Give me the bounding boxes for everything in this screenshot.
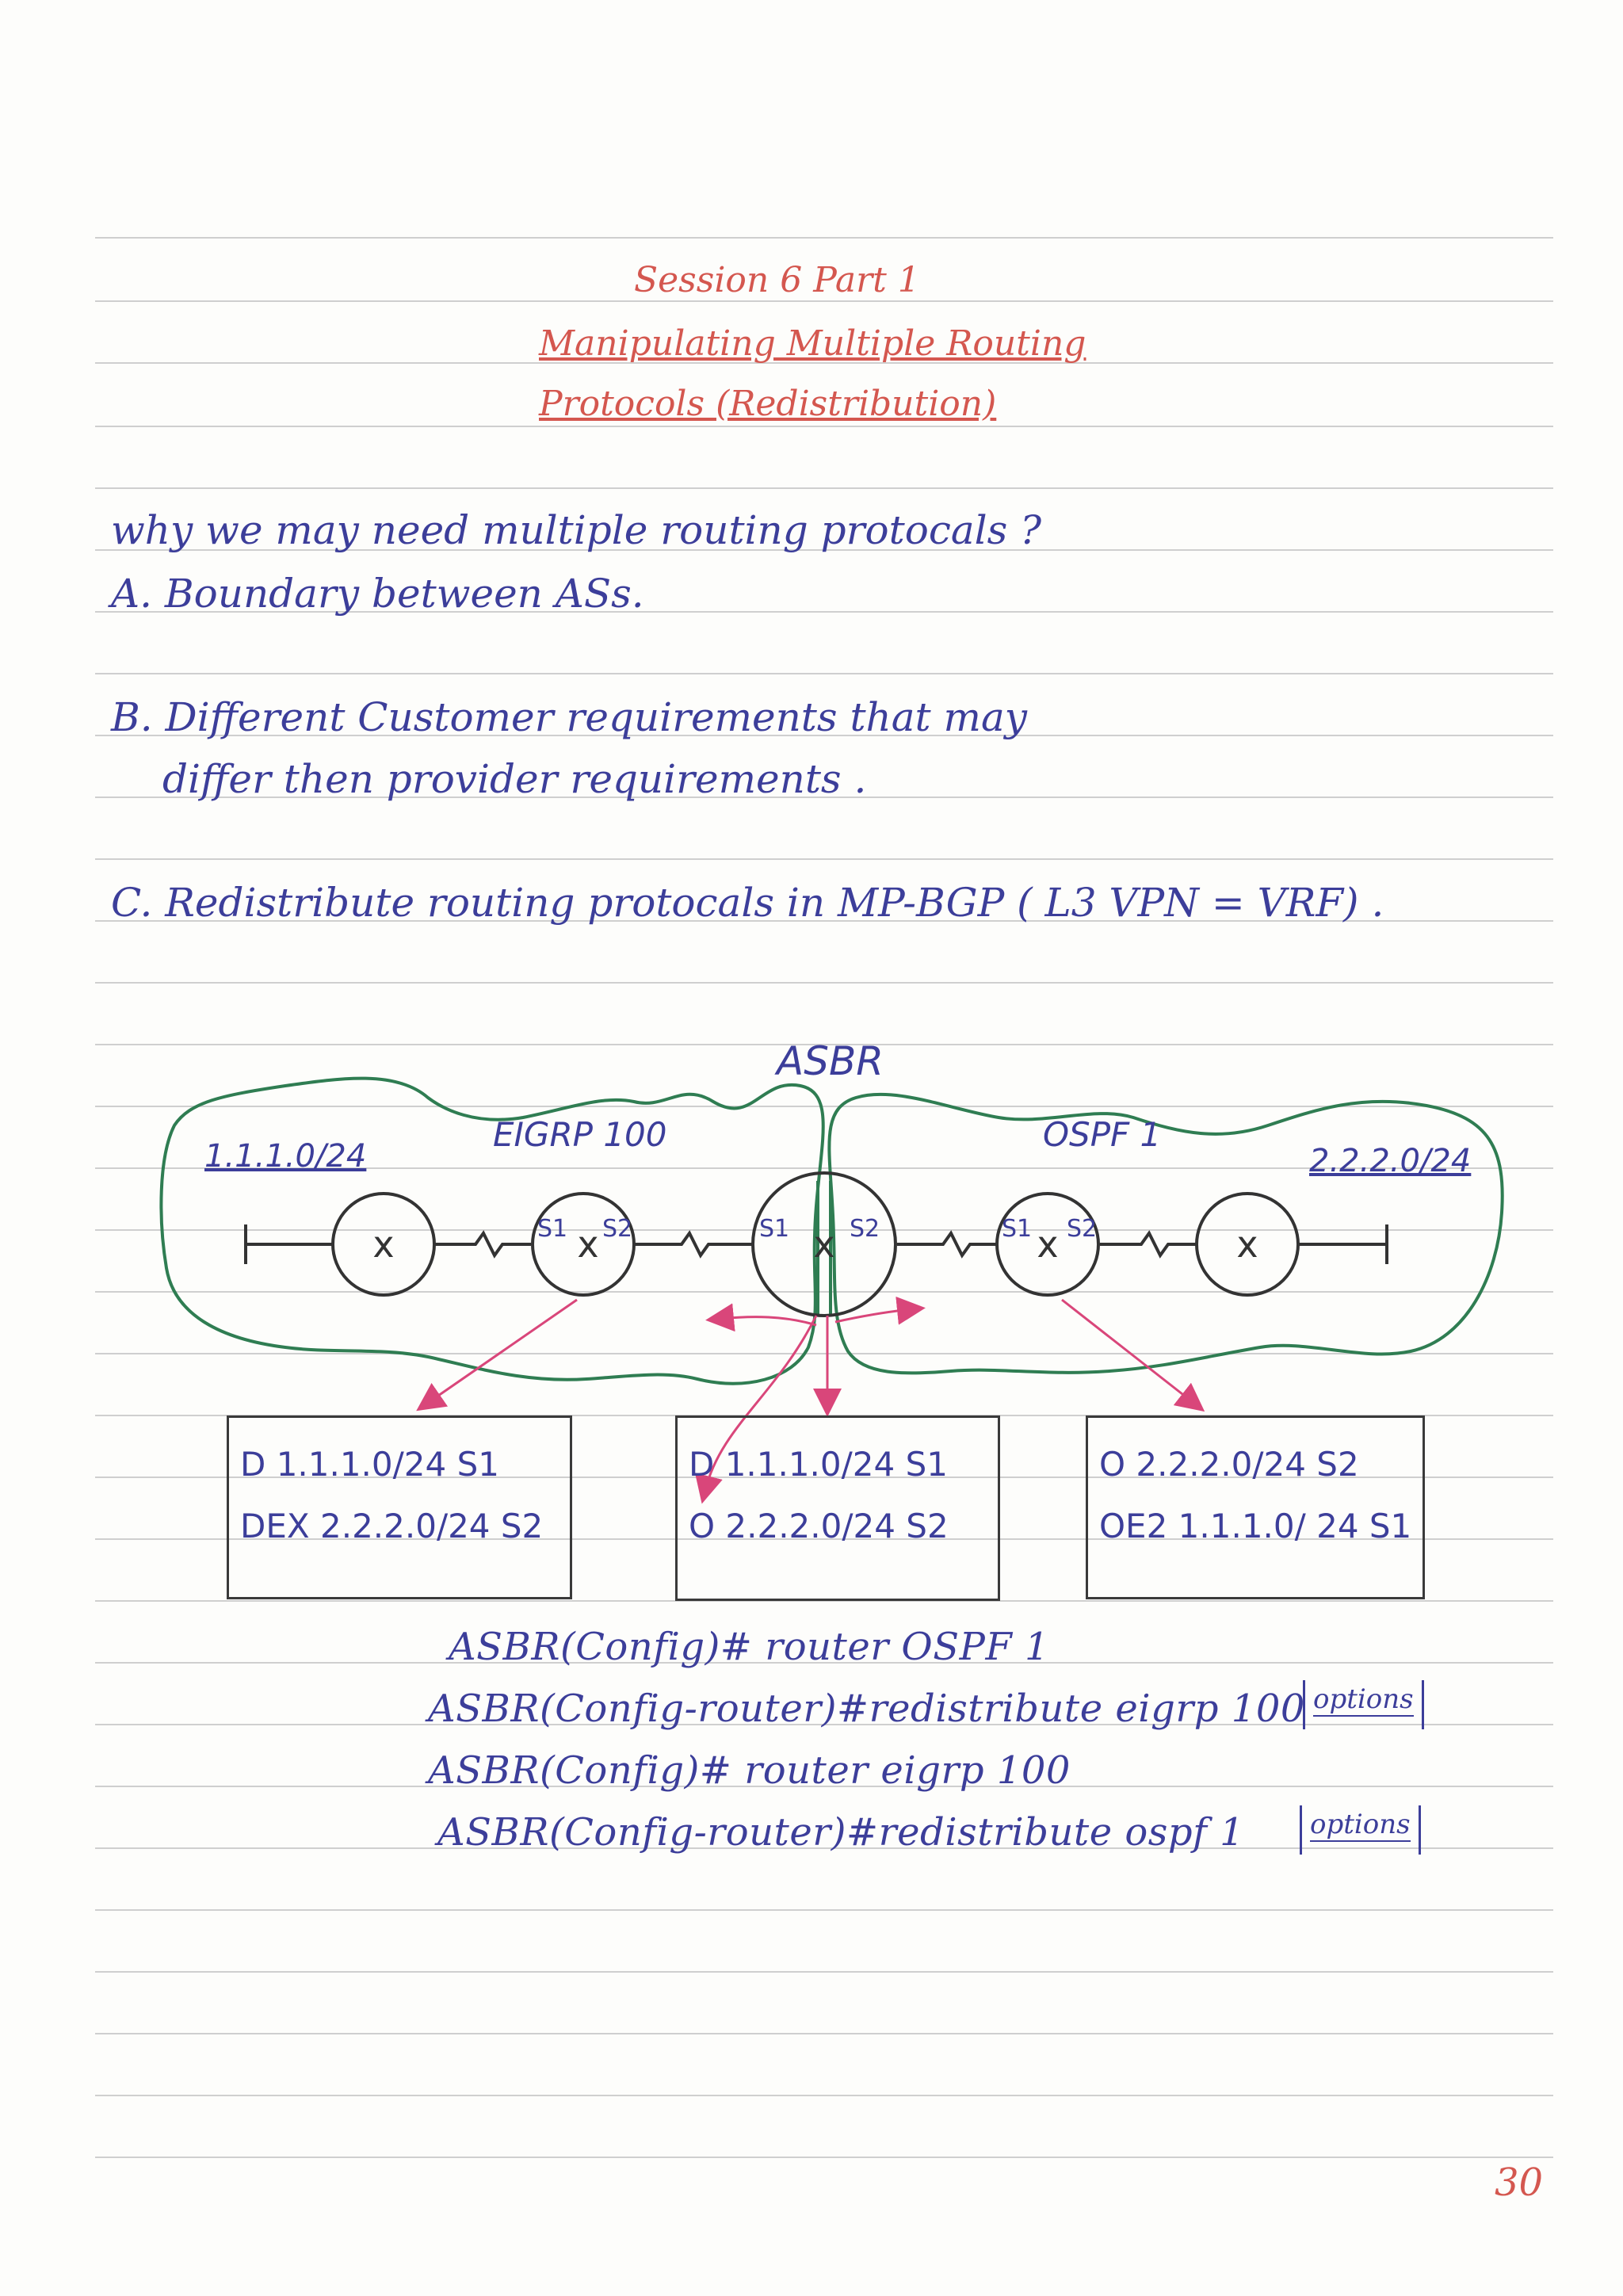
left-routing-table — [227, 1415, 572, 1599]
asbr-s2-label: S2 — [850, 1215, 880, 1243]
asbr-table-row-2: O 2.2.2.0/24 S2 — [689, 1507, 949, 1545]
options-bracket-2 — [1300, 1805, 1421, 1855]
router-r1-mark: x — [372, 1223, 395, 1266]
asbr-s1-label: S1 — [759, 1215, 790, 1243]
asbr-routing-table — [675, 1415, 1000, 1601]
page-number: 30 — [1495, 2160, 1544, 2205]
link-asbr-r4 — [897, 1233, 997, 1255]
right-table-row-1: O 2.2.2.0/24 S2 — [1099, 1445, 1359, 1484]
reason-b-line2: differ then provider requirements . — [162, 756, 867, 802]
command-line-3: ASBR(Config)# router eigrp 100 — [428, 1748, 1071, 1793]
question-text: why we may need multiple routing protocals ? — [111, 507, 1041, 553]
router-r2-mark: x — [577, 1223, 599, 1266]
eigrp-label: EIGRP 100 — [493, 1115, 667, 1154]
arrow-asbr-left — [720, 1317, 816, 1325]
link-r2-asbr — [634, 1233, 753, 1255]
options-text-2: options — [1310, 1809, 1411, 1840]
asbr-table-row-1: D 1.1.1.0/24 S1 — [689, 1445, 948, 1484]
command-line-2: ASBR(Config-router)#redistribute eigrp 100 — [428, 1687, 1305, 1731]
r4-s1-label: S1 — [1002, 1215, 1033, 1243]
left-network-label: 1.1.1.0/24 — [204, 1138, 367, 1175]
ospf-label: OSPF 1 — [1043, 1115, 1162, 1154]
options-bracket-1 — [1303, 1680, 1424, 1729]
r4-s2-label: S2 — [1067, 1215, 1098, 1243]
right-table-row-2: OE2 1.1.1.0/ 24 S1 — [1099, 1507, 1412, 1545]
title-subtopic: Protocols (Redistribution) — [539, 384, 997, 424]
command-line-1: ASBR(Config)# router OSPF 1 — [449, 1625, 1050, 1669]
options-text-1: options — [1313, 1683, 1414, 1715]
arrow-to-right-table — [1062, 1300, 1193, 1403]
title-topic: Manipulating Multiple Routing — [539, 323, 1086, 364]
reason-c: C. Redistribute routing protocals in MP-BGP ( L3 VPN = VRF) . — [111, 880, 1384, 926]
right-network-label: 2.2.2.0/24 — [1309, 1143, 1472, 1179]
reason-a: A. Boundary between ASs. — [111, 571, 644, 617]
link-r4-r5 — [1100, 1233, 1197, 1255]
asbr-label: ASBR — [777, 1038, 884, 1084]
left-table-row-1: D 1.1.1.0/24 S1 — [240, 1445, 499, 1484]
right-routing-table — [1086, 1415, 1425, 1599]
link-r1-r2 — [434, 1233, 531, 1255]
router-r4-mark: x — [1037, 1223, 1059, 1266]
router-r5-mark: x — [1236, 1223, 1258, 1266]
title-session: Session 6 Part 1 — [634, 260, 920, 300]
arrow-to-left-table — [428, 1300, 577, 1403]
router-asbr-mark: x — [813, 1223, 835, 1266]
command-line-4: ASBR(Config-router)#redistribute ospf 1 — [437, 1810, 1245, 1855]
r2-s2-label: S2 — [602, 1215, 633, 1243]
ospf-domain-cloud — [829, 1095, 1502, 1373]
left-table-row-2: DEX 2.2.2.0/24 S2 — [240, 1507, 544, 1545]
reason-b-line1: B. Different Customer requirements that may — [111, 694, 1028, 740]
r2-s1-label: S1 — [537, 1215, 568, 1243]
